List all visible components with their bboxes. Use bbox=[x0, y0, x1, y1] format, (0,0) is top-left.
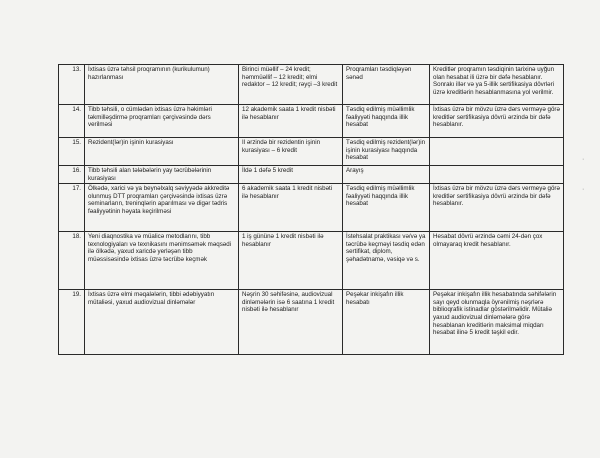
margin-mark: · bbox=[582, 156, 585, 163]
row-number: 13. bbox=[59, 65, 85, 105]
note: İxtisas üzrə bir mövzu üzrə dərs verməyə görə kreditlər sertifikasiya dövrü ərzində bir dəfə hesablanır. bbox=[430, 105, 564, 138]
supporting-document: İstehsalat praktikası və/və ya təcrübə keçməyi təsdiq edən sertifikat, diplom, şəhadətnamə, vəsiqə və s. bbox=[343, 232, 430, 290]
supporting-document: Arayış bbox=[343, 166, 430, 184]
row-number: 18. bbox=[59, 232, 85, 290]
credits-table bbox=[58, 64, 564, 355]
activity-name: Rezident(lər)in işinin kurasiyası bbox=[85, 138, 239, 166]
table-row bbox=[59, 65, 564, 105]
table-row bbox=[59, 232, 564, 290]
credit-rule: 6 akademik saata 1 kredit nisbəti ilə hesablanır bbox=[239, 184, 343, 232]
margin-mark: · bbox=[582, 186, 585, 193]
credit-rule: Il ərzində bir rezidentin işinin kurasiyası – 6 kredit bbox=[239, 138, 343, 166]
table-row bbox=[59, 290, 564, 355]
activity-name: Yeni diaqnostika və müalicə metodlarını, tibb texnologiyaları və texnikasını mənimsəmək məqsədi ilə ölkədə, yaxud xaricdə yerləşən tibb müəssisəsində ixtisas üzrə təcrübə keçmək bbox=[85, 232, 239, 290]
table-body bbox=[59, 65, 564, 355]
credit-rule: İldə 1 dəfə 5 kredit bbox=[239, 166, 343, 184]
note: Kreditlər proqramın təsdiqinin tarixinə uyğun olan hesabat ili üzrə bir dəfə hesablanır. Sonrakı illər və ya 5-illik sertifikasiya dövrləri üzrə kreditlərin hesablanmasına yol verilmir. bbox=[430, 65, 564, 105]
activity-name: Tibb təhsili, o cümlədən ixtisas üzrə həkimləri təkmilləşdirmə proqramları çərçivəsində dərs verilməsi bbox=[85, 105, 239, 138]
row-number: 17. bbox=[59, 184, 85, 232]
row-number: 14. bbox=[59, 105, 85, 138]
note: İxtisas üzrə bir mövzu üzrə dərs vermeyə görə kreditlər sertifikasiya dövrü ərzində bir dəfə hesablanır. bbox=[430, 184, 564, 232]
credit-rule: 12 akademik saata 1 kredit nisbəti ilə hesablanır bbox=[239, 105, 343, 138]
activity-name: İxtisas üzrə elmi məqalələrin, tibbi ədəbiyyatın mütaliəsi, yaxud audiovizual dinləmələr bbox=[85, 290, 239, 355]
note: Hesabat dövrü ərzində cəmi 24-dən çox olmayaraq kredit hesablanır. bbox=[430, 232, 564, 290]
credit-rule: 1 iş gününə 1 kredit nisbəti ilə hesablanır bbox=[239, 232, 343, 290]
supporting-document: Təsdiq edilmiş rezident(lər)in işinin kurasiyası haqqında hesabat bbox=[343, 138, 430, 166]
note bbox=[430, 138, 564, 166]
table-row bbox=[59, 138, 564, 166]
activity-name: Ölkədə, xarici və ya beynəlxalq səviyyədə akkreditə olunmuş DTT proqramları çərçivəsində ixtisas üzrə seminarların, treninqlərin aparılması və digər tədris fəaliyyətinin həyata keçirilməsi bbox=[85, 184, 239, 232]
supporting-document: Peşəkar inkişafın illik hesabatı bbox=[343, 290, 430, 355]
supporting-document: Təsdiq edilmiş müəllimlik fəaliyyəti haqqında illik hesabat bbox=[343, 184, 430, 232]
row-number: 19. bbox=[59, 290, 85, 355]
table-row bbox=[59, 184, 564, 232]
activity-name: Tibb təhsili alan tələbələrin yay təcrübələrinin kurasiyası bbox=[85, 166, 239, 184]
credit-rule: Nəşrin 30 səhifəsinə, audiovizual dinləmələrin isə 6 saatına 1 kredit nisbəti ilə hesablanır bbox=[239, 290, 343, 355]
table-row bbox=[59, 105, 564, 138]
row-number: 15. bbox=[59, 138, 85, 166]
supporting-document: Proqramları təsdiqləyən sənəd bbox=[343, 65, 430, 105]
row-number: 16. bbox=[59, 166, 85, 184]
note: Peşəkar inkişafın illik hesabatında səhifələrin sayı qeyd olunmaqla öyrənilmiş nəşrlərə biblioqrafik istinadlar göstərilməlidir. Mütaliə yaxud audiovizual dinləmələrə görə hesablanan kreditlərin maksimal miqdarı hesabat ilinə 5 kredit təşkil edir. bbox=[430, 290, 564, 355]
credit-rule: Birinci müəllif – 24 kredit; həmmüəllif – 12 kredit; elmi redaktor – 12 kredit; rəyçi –3 kredit bbox=[239, 65, 343, 105]
table-row bbox=[59, 166, 564, 184]
note bbox=[430, 166, 564, 184]
supporting-document: Təsdiq edilmiş müəllimlik fəaliyyəti haqqında illik hesabat bbox=[343, 105, 430, 138]
activity-name: İxtisas üzrə təhsil proqramının (kurikulumun) hazırlanması bbox=[85, 65, 239, 105]
